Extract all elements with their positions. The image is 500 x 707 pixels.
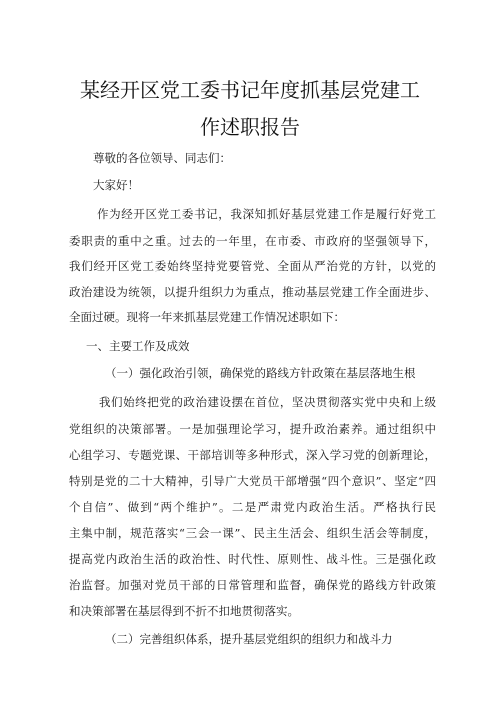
- body-line: 全面过硬。现将一年来抓基层党建工作情况述职如下：: [69, 310, 345, 324]
- document-title-line-1: 某经开区党工委书记年度抓基层党建工: [80, 78, 420, 102]
- body-line: 特别是党的二十大精神，引导广大党员干部增强“四个意识”、坚定“四: [69, 474, 436, 488]
- body-line: 心组学习、专题党课、干部培训等多种形式，深入学习党的创新理论，: [69, 448, 436, 462]
- document-title-line-2: 作述职报告: [200, 115, 300, 139]
- body-line: 和决策部署在基层得到不折不扣地贯彻落实。: [69, 604, 299, 618]
- subsection-heading: （二）完善组织体系，提升基层党组织的组织力和战斗力: [105, 632, 393, 646]
- section-heading: 一、主要工作及成效: [86, 339, 190, 353]
- body-line: 委职责的重中之重。过去的一年里，在市委、市政府的坚强领导下，: [69, 234, 436, 248]
- greeting: 大家好！: [93, 178, 139, 192]
- body-line: 治监督。加强对党员干部的日常管理和监督，确保党的路线方针政策: [69, 578, 436, 592]
- body-line: 党组织的决策部署。一是加强理论学习，提升政治素养。通过组织中: [69, 422, 436, 436]
- body-line: 主集中制，规范落实“三会一课”、民主生活会、组织生活会等制度，: [69, 526, 436, 540]
- body-line: 作为经开区党工委书记，我深知抓好基层党建工作是履行好党工: [97, 207, 436, 221]
- body-line: 我们始终把党的政治建设摆在首位，坚决贯彻落实党中央和上级: [99, 395, 436, 409]
- body-line: 个自信”、做到“两个维护”。二是严肃党内政治生活。严格执行民: [69, 500, 436, 514]
- subsection-heading: （一）强化政治引领，确保党的路线方针政策在基层落地生根: [105, 366, 416, 380]
- body-line: 政治建设为统领，以提升组织力为重点，推动基层党建工作全面进步、: [69, 285, 436, 299]
- body-line: 提高党内政治生活的政治性、时代性、原则性、战斗性。三是强化政: [69, 552, 436, 566]
- body-line: 我们经开区党工委始终坚持党要管党、全面从严治党的方针，以党的: [69, 259, 436, 273]
- salutation: 尊敬的各位领导、同志们：: [93, 151, 231, 165]
